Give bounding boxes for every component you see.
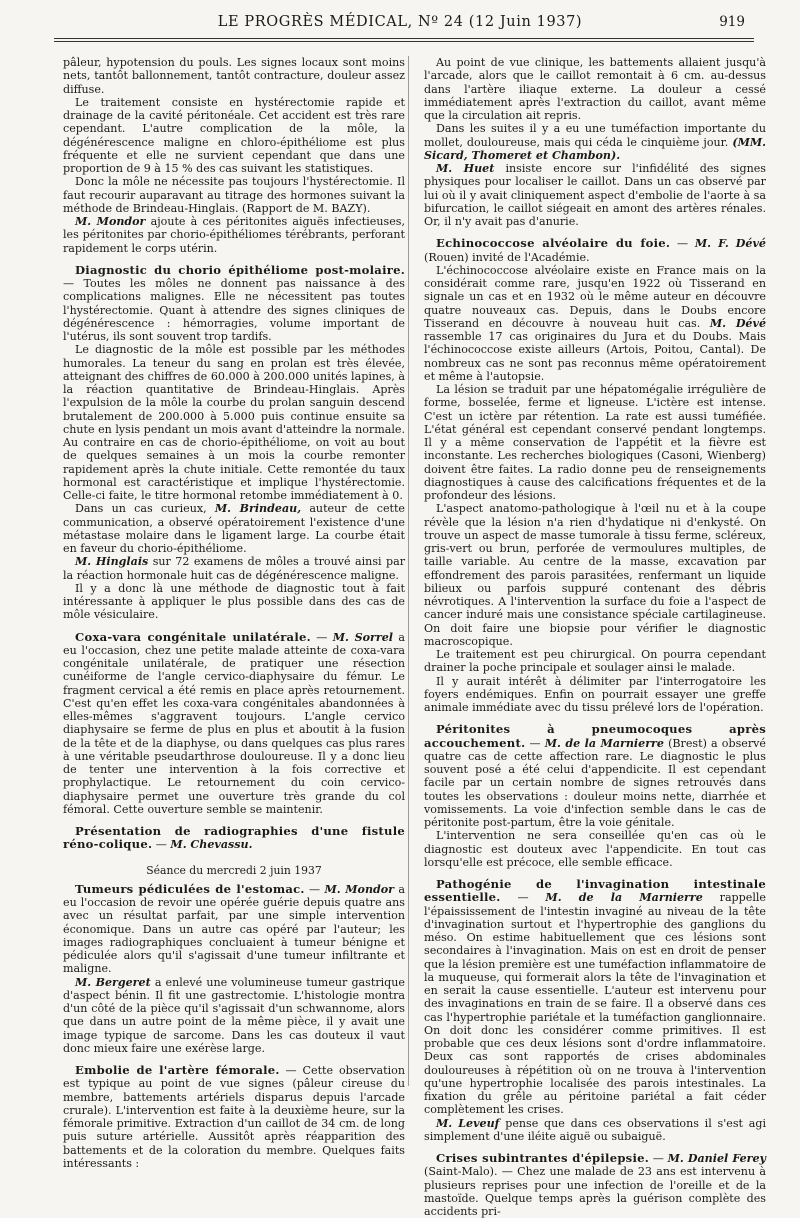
peritonites-paragraph-2: L'intervention ne sera conseillée qu'en cas où le diagnostic est douteux avec l'appendicite. En tout cas lorsqu'elle est précoce, elle semble efficace. xyxy=(424,829,766,869)
paragraph-text: a eu l'occasion de revoir une opérée guérie depuis quatre ans avec un résultat parfait, par une simple intervention économique. Dans un autre cas opéré par l'auteur; les images radiographiques concluaient à tumeur bénigne et pédiculée alors qu'il s'agissait d'une tumeur infiltrante et maligne. xyxy=(63,882,405,976)
section-embolie xyxy=(63,1064,405,1170)
paragraph-text: rappelle l'épaississement de l'intestin invaginé au niveau de la tête d'invagination surtout et l'hypertrophie des ganglions du méso. On estime habituellement que ces lésions sont secondaires à l'invagination. Mais on est en droit de penser que la lésion première est une tuméfaction inflammatoire de la muqueuse, qui formerait alors la tête de l'invagination et en serait la cause essentielle. L'auteur est intervenu pour des invaginations en train de se faire. Il a observé dans ces cas l'hypertrophie pariétale et la tuméfaction ganglionnaire. On doit donc les considérer comme primitives. Il est probable que ces deux lésions sont d'ordre inflammatoire. Deux cas sont rapportés de crises abdominales douloureuses à répétition où on ne trouva à l'intervention qu'une hypertrophie localisée des parois intestinales. La fixation du grêle au péritoine pariétal a fait céder complètement les crises. xyxy=(424,891,766,1117)
section-coxa-vara: Coxa-vara congénitale unilatérale. — M. Sorrel a eu l'occasion, chez une petite malade atteinte de coxa-vara congénitale unilatérale, de pratiquer une résection cunéiforme de l'angle cervico-diaphysaire du fémur. Le fragment cervical a été remis en place après retournement. C'est qu'en effet les coxa-vara congénitales abandonnées à elles-mêmes s'aggravent toujours. L'angle cervico diaphysaire se ferme de plus en plus et aboutit à la fusion de la tête et de la diaphyse, ou dans quelques cas plus rares à une véritable pseudarthrose douloureuse. Il y a donc lieu de tenter une intervention à la fois corrective et prophylactique. Le retournement du coin cervico-diaphysaire permet une ouverture très grande du col fémoral. Cette ouverture semble se maintenir. xyxy=(63,629,405,816)
paragraph-text: pense que dans ces observations il s'est agi simplement d'une iléite aiguë ou subaiguë. xyxy=(424,1116,766,1143)
embolie-continued-paragraph-3 xyxy=(424,162,766,228)
author-name: M. Hinglais xyxy=(75,555,149,569)
author-names: (MM. Sicard, Thomeret et Chambon). xyxy=(424,135,766,162)
author-name: M. Mondor xyxy=(75,215,146,228)
echino-paragraph-2 xyxy=(424,264,766,383)
echino-paragraph-3: La lésion se traduit par une hépatomégalie irrégulière de forme, bosselée, ferme et ligneuse. L'ictère est intense. C'est un ictère par rétention. La rate est aussi tuméfiée. L'état général est cependant conservé pendant longtemps. Il y a même conservation de l'appétit et la fièvre est inconstante. Les recherches biologiques (Casoni, Wienberg) doivent être faites. La radio donne peu de renseignements diagnostiques à cause des calcifications fréquentes et de la profondeur des lésions. xyxy=(424,383,766,502)
echino-paragraph-5: Le traitement est peu chirurgical. On pourra cependant drainer la poche principale et soulager ainsi le malade. xyxy=(424,648,766,675)
intro-paragraph-3: Donc la môle ne nécessite pas toujours l'hystérectomie. Il faut recourir auparavant au titrage des hormones suivant la méthode de Brindeau-Hinglais. (Rapport de M. BAZY). xyxy=(63,175,405,215)
running-title: LE PROGRÈS MÉDICAL, Nº 24 (12 Juin 1937) xyxy=(217,14,583,30)
author-name: M. Bergeret xyxy=(75,975,151,989)
paragraph-text: — Toutes les môles ne donnent pas naissance à des complications malignes. Elle ne nécessitent pas toutes l'hystérectomie. Quant à attendre des signes cliniques de dégénérescence : hémorragies, volume important de l'utérus, ils sont souvent trop tardifs. xyxy=(63,277,405,343)
section-title: Coxa-vara congénitale unilatérale. xyxy=(75,629,311,644)
column-divider xyxy=(408,56,409,1086)
paragraph-text: — Cette observation est typique au point de vue signes (pâleur cireuse du membre, battements artériels disparus depuis l'arcade crurale). L'intervention est faite à la deuxième heure, sur la fémorale primitive. Extraction d'un caillot de 34 cm. de long puis suture artérielle. Aussitôt après réapparition des battements et de la coloration du membre. Quelques faits intéressants : xyxy=(63,1064,406,1170)
author-name: M. de la Marnierre xyxy=(544,736,664,750)
paragraph-text: Dans les suites il y a eu une tuméfaction importante du mollet, douloureuse, mais qui céda le cinquième jour. xyxy=(424,122,766,149)
paragraph-text: (Saint-Malo). — Chez une malade de 23 ans est intervenu à plusieurs reprises pour une infection de l'oreille et de la mastoïde. Quelque temps après la guérison complète des accidents pri- xyxy=(424,1165,766,1218)
page-header xyxy=(0,14,800,44)
section-radiographies: Présentation de radiographies d'une fistule réno-colique. — M. Chevassu. xyxy=(63,824,405,852)
echino-paragraph-4: L'aspect anatomo-pathologique à l'œil nu et à la coupe révèle que la lésion n'a rien d'hydatique ni d'enkysté. On trouve un aspect de masse tumorale à tissu ferme, scléreux, gris-vert ou brun, perforée de vermoulures multiples, de taille variable. Au centre de la masse, excavation par effondrement des parois parasitées, renfermant un liquide bilieux ou parfois suppuré contenant des débris névrotiques. A l'intervention la surface du foie a l'aspect de cancer induré mais une consistance spéciale cartilagineuse. On doit faire une biopsie pour vérifier le diagnostic macroscopique. xyxy=(424,502,766,648)
embolie-continued-paragraph-2 xyxy=(424,122,766,162)
author-name: M. Leveuf xyxy=(436,1116,500,1130)
header-rule-thin xyxy=(54,38,754,39)
paragraph-text: insiste encore sur l'infidélité des signes physiques pour localiser le caillot. Dans un cas observé par lui où il y avait cliniquement aspect d'embolie de l'aorte à sa bifurcation, le caillot siégeait en amont des artères rénales. Or, il n'y avait pas d'anurie. xyxy=(424,162,766,228)
section-title: Péritonites à pneumocoques après accouchement. xyxy=(424,722,766,750)
paragraph-text: a enlevé une volumineuse tumeur gastrique d'aspect bénin. Il fit une gastrectomie. L'histologie montra d'un côté de la pièce qu'il s'agissait d'un schwannome, alors que dans un autre point de la même pièce, il y avait une image typique de sarcome. Dans les cas douteux il vaut donc mieux faire une exérèse large. xyxy=(63,975,405,1055)
diagnostic-paragraph-2: Le diagnostic de la môle est possible par les méthodes humorales. La teneur du sang en prolan est très élevée, atteignant des chiffres de 60.000 à 200.000 unités lapines, à la réaction quantitative de Brindeau-Hinglais. Après l'expulsion de la môle la courbe du prolan sanguin descend brutalement de 200.000 à 5.000 puis continue ensuite sa chute en lysis pendant un mois avant d'atteindre la normale. Au contraire en cas de chorio-épithéliome, on voit au bout de quelques semaines à un mois la courbe remonter rapidement après la chute initiale. Cette remontée du taux hormonal est caractéristique et implique l'hystérectomie. Celle-ci faite, le titre hormonal retombe immédiatement à 0. xyxy=(63,343,405,502)
paragraph-text: auteur de cette communication, a observé opératoirement l'existence d'une métastase molaire dans le ligament large. La courbe était en faveur du chorio-épithéliome. xyxy=(63,502,405,555)
tumeurs-paragraph-2 xyxy=(63,976,405,1056)
intro-paragraph-2: Le traitement consiste en hystérectomie rapide et drainage de la cavité péritonéale. Cet accident est très rare cependant. L'autre complication de la môle, la dégénérescence maligne en chloro-épithéliome est plus fréquente et elle ne survient cependant que dans une proportion de 9 à 15 % des cas suivant les statistiques. xyxy=(63,95,405,175)
pathogenie-paragraph-2 xyxy=(424,1117,766,1144)
echino-paragraph-6: Il y aurait intérêt à délimiter par l'interrogatoire les foyers endémiques. Enfin on pourrait essayer une greffe animale immédiate avec du tissu prélevé lors de l'opération. xyxy=(424,674,766,714)
paragraph-text: L'échinococcose alvéolaire existe en France mais on la considérait comme rare, jusqu'en 1922 où Tisserand en signale un cas et en 1932 où le même auteur en découvre quatre nouveaux cas. Depuis, dans le Doubs encore Tisserand en découvre à nouveau huit cas. xyxy=(424,263,766,330)
embolie-continued-paragraph-1: Au point de vue clinique, les battements allaient jusqu'à l'arcade, alors que le caillot remontait à 6 cm. au-dessus dans l'artère iliaque externe. La douleur a cessé immédiatement après l'extraction du caillot, avant même que la circulation ait repris. xyxy=(424,56,766,122)
right-column xyxy=(424,56,766,1218)
section-title: Embolie de l'artère fémorale. xyxy=(75,1063,280,1077)
header-rule-thick xyxy=(54,41,754,42)
author-name: M. Dévé xyxy=(709,316,766,330)
section-title: Présentation de radiographies d'une fistule réno-colique. xyxy=(63,824,405,852)
left-column xyxy=(63,56,406,1170)
intro-paragraph-4 xyxy=(63,215,405,255)
author-name: M. Mondor xyxy=(324,882,395,896)
author-name: M. Brindeau, xyxy=(214,502,302,516)
section-echinococcose: Echinococcose alvéolaire du foie. — M. F. Dévé (Rouen) invité de l'Académie. xyxy=(424,236,766,264)
paragraph-text: (Rouen) invité de l'Académie. xyxy=(424,250,590,264)
section-peritonites: Péritonites à pneumocoques après accouchement. — M. de la Marnierre (Brest) a observé quatre cas de cette affection rare. Le diagnostic le plus souvent posé a été celui d'appendicite. Il est cependant facile par un certain nombre de signes retrouvés dans toutes les observations : douleur moins nette, diarrhée et vomissements. La voie d'infection semble dans le cas de péritonite post-partum, être la voie génitale. xyxy=(424,722,766,829)
page-number: 919 xyxy=(719,14,745,30)
diagnostic-paragraph-4 xyxy=(63,555,405,582)
section-diagnostic xyxy=(63,264,405,344)
author-name: M. Chevassu. xyxy=(170,838,253,852)
paragraph-text: (Brest) a observé quatre cas de cette affection rare. Le diagnostic le plus souvent posé a été celui d'appendicite. Il est cependant facile par un certain nombre de signes retrouvés dans toutes les observations : douleur moins nette, diarrhée et vomissements. La voie d'infection semble dans le cas de péritonite post-partum, être la voie génitale. xyxy=(424,736,766,829)
section-title: Crises subintrantes d'épilepsie. xyxy=(436,1151,650,1165)
paragraph-text: sur 72 examens de môles a trouvé ainsi par la réaction hormonale huit cas de dégénérescence maligne. xyxy=(63,555,406,582)
paragraph-text: rassemble 17 cas originaires du Jura et du Doubs. Mais l'échinococcose existe ailleurs (Artois, Poitou, Cantal). De nombreux cas ne sont pas reconnus même opératoirement et même à l'autopsie. xyxy=(424,330,766,383)
author-name: M. Sorrel xyxy=(332,630,393,644)
section-tumeurs: Tumeurs pédiculées de l'estomac. — M. Mondor a eu l'occasion de revoir une opérée guérie depuis quatre ans avec un résultat parfait, par une simple intervention économique. Dans un autre cas opéré par l'auteur; les images radiographiques concluaient à tumeur bénigne et pédiculée alors qu'il s'agissait d'une tumeur infiltrante et maligne. xyxy=(63,881,405,976)
diagnostic-paragraph-5: Il y a donc là une méthode de diagnostic tout à fait intéressante à appliquer le plus possible dans des cas de môle vésiculaire. xyxy=(63,581,405,622)
paragraph-text: ajoute à ces péritonites aiguës infectieuses, les péritonites par chorio-épithéliomes térébrants, perforant rapidement le corps utérin. xyxy=(63,215,405,255)
diagnostic-paragraph-3 xyxy=(63,502,405,555)
session-date: Séance du mercredi 2 juin 1937 xyxy=(146,863,322,877)
section-crises: Crises subintrantes d'épilepsie. — M. Daniel Ferey (Saint-Malo). — Chez une malade de 23 ans est intervenu à plusieurs reprises pour une infection de l'oreille et de la mastoïde. Quelque temps après la guérison complète des accidents pri- xyxy=(424,1151,766,1218)
section-title: Diagnostic du chorio épithéliome post-molaire. xyxy=(75,262,405,277)
intro-paragraph-1: pâleur, hypotension du pouls. Les signes locaux sont moins nets, tantôt ballonnement, tantôt contracture, douleur assez diffuse. xyxy=(63,56,405,96)
section-title: Pathogénie de l'invagination intestinale essentielle. xyxy=(424,877,766,905)
author-name: M. Huet xyxy=(436,162,495,175)
author-name: M. de la Marnierre xyxy=(545,891,703,905)
author-name: M. Daniel Ferey xyxy=(667,1152,766,1165)
paragraph-text: a eu l'occasion, chez une petite malade atteinte de coxa-vara congénitale unilatérale, de pratiquer une résection cunéiforme de l'angle cervico-diaphysaire du fémur. Le fragment cervical a été remis en place après retournement. C'est qu'en effet les coxa-vara congénitales abandonnées à elles-mêmes s'aggravent toujours. L'angle cervico diaphysaire se ferme de plus en plus et aboutit à la fusion de la tête et de la diaphyse, ou dans quelques cas plus rares à une véritable pseudarthrose douloureuse. Il y a donc lieu de tenter une intervention à la fois corrective et prophylactique. Le retournement du coin cervico-diaphysaire permet une ouverture très grande du col fémoral. Cette ouverture semble se maintenir. xyxy=(63,630,405,816)
section-title: Tumeurs pédiculées de l'estomac. xyxy=(75,881,305,896)
paragraph-text: Dans un cas curieux, xyxy=(75,502,215,516)
section-pathogenie: Pathogénie de l'invagination intestinale essentielle. — M. de la Marnierre rappelle l'épaississement de l'intestin invaginé au niveau de la tête d'invagination surtout et l'hypertrophie des ganglions du méso. On estime habituellement que ces lésions sont secondaires à l'invagination. Mais on est en droit de penser que la lésion première est une tuméfaction inflammatoire de la muqueuse, qui formerait alors la tête de l'invagination et en serait la cause essentielle. L'auteur est intervenu pour des invaginations en train de se faire. Il a observé dans ces cas l'hypertrophie pariétale et la tuméfaction ganglionnaire. On doit donc les considérer comme primitives. Il est probable que ces deux lésions sont d'ordre inflammatoire. Deux cas sont rapportés de crises abdominales douloureuses à répétition où on ne trouva à l'intervention qu'une hypertrophie localisée des parois intestinales. La fixation du grêle au péritoine pariétal a fait céder complètement les crises. xyxy=(424,877,766,1117)
section-title: Echinococcose alvéolaire du foie. xyxy=(436,236,671,251)
author-name: M. F. Dévé xyxy=(694,237,766,251)
